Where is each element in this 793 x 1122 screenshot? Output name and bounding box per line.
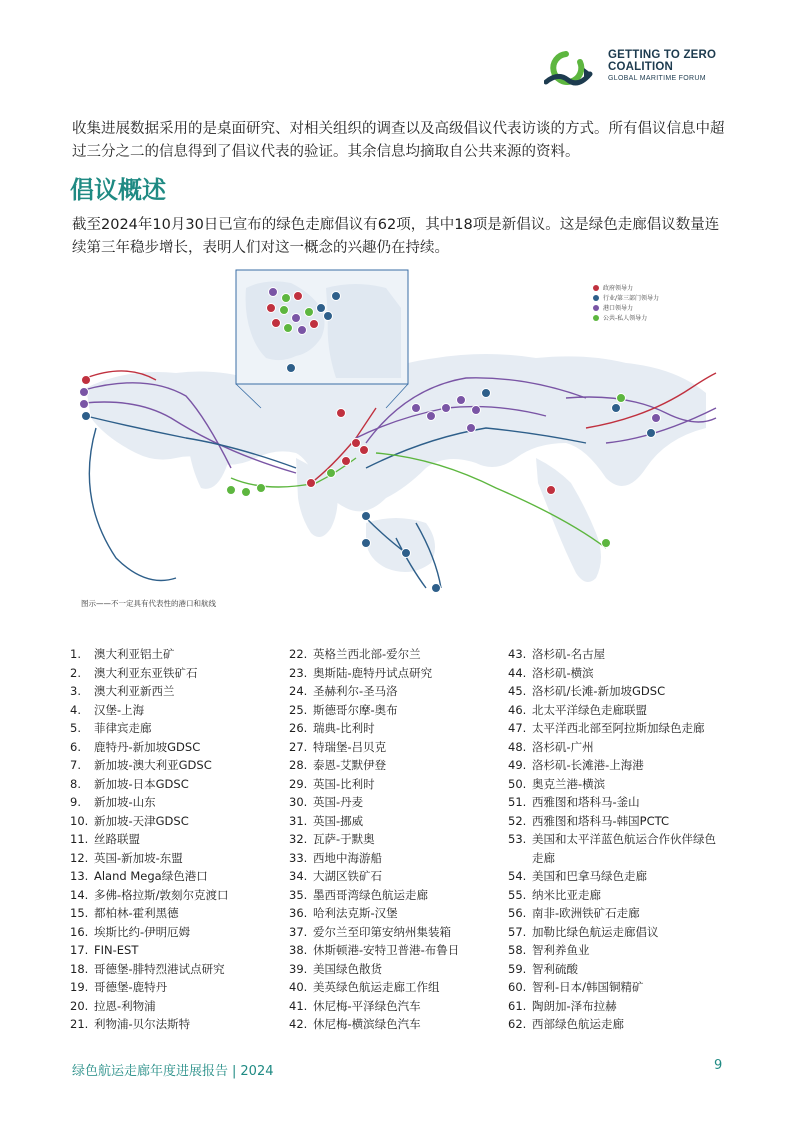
list-item-label: 哥德堡-腓特烈港试点研究 [94,961,225,976]
corridor-marker [360,446,369,455]
world-landmass [86,354,706,582]
corridor-marker [652,414,661,423]
list-item-number: 25. [289,702,308,717]
list-item-label: 洛杉矶-名古屋 [532,647,606,661]
list-item-number: 44. [508,665,527,680]
corridor-marker [457,396,466,405]
list-item [70,701,270,720]
list-item-number: 52. [508,813,527,828]
list-item-label: 瑞典-比利时 [313,721,375,735]
logo-line3: GLOBAL MARITIME FORUM [608,75,706,82]
list-item-label: 大湖区铁矿石 [313,869,382,883]
corridor-marker [280,306,289,315]
list-item [289,812,489,831]
list-item-label: Aland Mega绿色港口 [94,869,208,883]
list-item-number: 11. [70,832,89,846]
list-item-number: 21. [70,1017,89,1031]
list-item-label: 西部绿色航运走廊 [532,1017,624,1031]
list-item [508,812,723,831]
list-item-label: 西地中海游船 [313,850,382,865]
section-heading: 倡议概述 [70,176,166,204]
list-item-label: 圣赫利尔-圣马洛 [313,684,398,698]
corridor-marker [362,512,371,521]
list-item [289,738,489,757]
list-item-label: 墨西哥湾绿色航运走廊 [313,887,428,902]
list-item-number: 29. [289,776,308,791]
list-item-number: 57. [508,924,527,939]
list-item [289,682,489,701]
list-item-label: 美国绿色散货 [313,961,382,976]
list-item [508,923,723,942]
list-item-label: 英国-丹麦 [313,795,364,809]
list-item-label: 洛杉矶-横滨 [532,665,594,680]
list-item-label: 奥斯陆-鹿特丹试点研究 [313,665,433,680]
list-item [289,886,489,905]
corridor-marker [282,294,291,303]
corridor-marker [298,326,307,335]
list-item-number: 5. [70,721,81,735]
list-item [508,941,723,960]
corridor-marker [292,314,301,323]
list-item-label: 加勒比绿色航运走廊倡议 [532,924,659,939]
list-item [70,775,270,794]
corridor-marker [617,394,626,403]
legend-government: 政府领导力 [603,285,634,292]
list-item-number: 8. [70,776,81,791]
list-item-number: 4. [70,702,81,717]
list-item [508,886,723,905]
list-item-label: 哥德堡-鹿特丹 [94,980,168,994]
list-item-number: 38. [289,943,308,957]
list-item-label: 鹿特丹-新加坡GDSC [94,739,201,754]
corridor-map [66,268,730,614]
corridor-marker [267,304,276,313]
list-item-number: 33. [289,850,308,865]
list-item-number: 41. [289,998,308,1013]
list-item-number: 45. [508,684,527,698]
list-item-number: 10. [70,813,89,828]
list-item [289,664,489,683]
list-item-label: 都柏林-霍利黑德 [94,906,179,920]
list-item-label: 爱尔兰至印第安纳州集装箱 [313,924,451,939]
list-item-number: 7. [70,758,81,772]
list-item-label: 休尼梅-横滨绿色汽车 [313,1017,421,1031]
corridor-marker [647,429,656,438]
list-item-number: 16. [70,924,89,939]
list-item-label: 新加坡-山东 [94,795,156,809]
list-item [289,867,489,886]
list-item [70,997,270,1016]
list-item-label: 洛杉矶-长滩港-上海港 [532,758,644,772]
list-item-label: 美国和太平洋蓝色航运合作伙伴绿色走廊 [532,832,716,865]
corridor-marker [362,539,371,548]
list-item-number: 36. [289,906,308,920]
list-item [70,719,270,738]
corridor-marker [467,424,476,433]
list-item [70,793,270,812]
corridor-marker [352,439,361,448]
corridor-marker [227,486,236,495]
overview-paragraph: 截至2024年10月30日已宣布的绿色走廊倡议有62项，其中18项是新倡议。这是绿色走廊倡议数量连续第三年稳步增长，表明人们对这一概念的兴趣仍在持续。 [72,217,720,256]
list-item [289,923,489,942]
list-item [508,960,723,979]
list-item-label: 英国-挪威 [313,813,364,828]
list-item-number: 28. [289,758,308,772]
list-item [508,775,723,794]
list-item [289,941,489,960]
footer-year: 2024 [240,1064,274,1079]
list-item-number: 17. [70,943,89,957]
list-item-number: 60. [508,980,527,994]
list-item-number: 50. [508,776,527,791]
list-item [289,960,489,979]
page-number: 9 [714,1058,723,1073]
list-item [289,978,489,997]
map-caption: 图示——不一定具有代表性的港口和航线 [81,599,216,608]
list-item-label: 美英绿色航运走廊工作组 [313,980,440,994]
list-item [508,701,723,720]
list-item-label: 拉恩-利物浦 [94,998,156,1013]
list-item-label: 澳大利亚铝土矿 [94,647,175,661]
list-item-label: 洛杉矶/长滩-新加坡GDSC [532,684,666,698]
list-item-number: 54. [508,869,527,883]
list-item-number: 39. [289,961,308,976]
list-item-number: 30. [289,795,308,809]
list-item [70,738,270,757]
list-item [508,738,723,757]
list-item-number: 53. [508,832,527,846]
list-item [70,978,270,997]
list-item-label: 英格兰西北部-爱尔兰 [313,647,421,661]
list-item-number: 62. [508,1017,527,1031]
list-item-label: 特瑞堡-吕贝克 [313,739,387,754]
corridor-marker [242,488,251,497]
list-item-number: 47. [508,721,527,735]
list-item-label: 新加坡-日本GDSC [94,776,189,791]
list-item-label: 菲律宾走廊 [94,721,152,735]
list-item-label: 智利硫酸 [532,961,578,976]
list-item [289,904,489,923]
list-item-label: 美国和巴拿马绿色走廊 [532,869,647,883]
list-item-number: 61. [508,998,527,1013]
corridor-marker [257,484,266,493]
list-item-label: 瓦萨-于默奥 [313,832,375,846]
corridor-marker [402,549,411,558]
list-item-number: 18. [70,961,89,976]
list-item [70,1015,270,1034]
corridor-marker [272,319,281,328]
list-item-number: 48. [508,739,527,754]
list-item-number: 51. [508,795,527,809]
list-item-number: 34. [289,869,308,883]
list-item [70,682,270,701]
list-item-label: 智利-日本/韩国铜精矿 [532,980,644,994]
list-item-number: 55. [508,887,527,902]
list-item-number: 58. [508,943,527,957]
corridor-marker [342,457,351,466]
list-item-label: 南非-欧洲铁矿石走廊 [532,906,640,920]
corridor-marker [442,404,451,413]
list-item [508,978,723,997]
intro-paragraph: 收集进展数据采用的是桌面研究、对相关组织的调查以及高级倡议代表访谈的方式。所有倡议信息中超过三分之二的信息得到了倡议代表的验证。其余信息均摘取自公共来源的资料。 [72,121,725,160]
list-item-label: 新加坡-澳大利亚GDSC [94,758,212,772]
list-item [289,997,489,1016]
list-item [70,941,270,960]
list-item-label: 西雅图和塔科马-韩国PCTC [532,813,669,828]
list-item [70,645,270,664]
list-item [289,793,489,812]
list-item [508,793,723,812]
list-item-number: 14. [70,887,89,902]
footer-title: 绿色航运走廊年度进展报告 [72,1064,229,1079]
list-item [70,830,270,849]
corridor-list-col1 [70,645,270,1034]
list-item-number: 12. [70,850,89,865]
legend-public-private: 公共-私人领导力 [603,315,648,322]
list-item [508,830,723,867]
list-item-number: 35. [289,887,308,902]
list-item-label: 英国-比利时 [313,776,375,791]
list-item [289,849,489,868]
list-item-label: 休尼梅-平泽绿色汽车 [313,998,421,1013]
list-item-number: 24. [289,684,308,698]
list-item-number: 31. [289,813,308,828]
list-item [289,719,489,738]
corridor-marker [82,412,91,421]
list-item [289,775,489,794]
list-item-number: 13. [70,869,89,883]
list-item [289,645,489,664]
corridor-marker [284,324,293,333]
footer [72,1060,274,1079]
list-item-number: 37. [289,924,308,939]
list-item [508,645,723,664]
corridor-marker [294,292,303,301]
list-item-label: 斯德哥尔摩-奥布 [313,702,398,717]
corridor-marker [82,376,91,385]
list-item-number: 3. [70,684,81,698]
list-item-number: 15. [70,906,89,920]
corridor-marker [80,388,89,397]
list-item-label: 澳大利亚东亚铁矿石 [94,665,198,680]
list-item [70,923,270,942]
list-item [70,664,270,683]
list-item [508,904,723,923]
list-item-label: 哈利法克斯-汉堡 [313,906,398,920]
list-item-number: 9. [70,795,81,809]
corridor-marker [269,288,278,297]
list-item [70,867,270,886]
list-item-label: 澳大利亚新西兰 [94,684,175,698]
list-item-label: 英国-新加坡-东盟 [94,850,183,865]
corridor-marker [317,304,326,313]
list-item-number: 43. [508,647,527,661]
corridor-marker [547,486,556,495]
corridor-marker [287,364,296,373]
list-item-label: 多佛-格拉斯/敦刻尔克渡口 [94,887,229,902]
corridor-marker [482,389,491,398]
list-item-label: 利物浦-贝尔法斯特 [94,1017,191,1031]
list-item [508,756,723,775]
list-item-label: 纳米比亚走廊 [532,887,601,902]
corridor-marker [472,406,481,415]
list-item-label: 丝路联盟 [94,832,140,846]
list-item [70,886,270,905]
legend-industry: 行业/第三部门领导力 [603,295,660,302]
list-item-number: 2. [70,665,81,680]
logo-mark-wave [546,74,590,83]
list-item-label: FIN-EST [94,943,139,957]
list-item [289,830,489,849]
corridor-marker [427,412,436,421]
list-item-number: 23. [289,665,308,680]
list-item-number: 32. [289,832,308,846]
list-item [289,1015,489,1034]
list-item [70,812,270,831]
list-item-number: 59. [508,961,527,976]
list-item-label: 奥克兰港-横滨 [532,776,606,791]
footer-separator: | [232,1064,237,1079]
corridor-list-col3 [508,645,723,1034]
corridor-marker [324,312,333,321]
logo-text [608,49,716,84]
list-item-label: 太平洋西北部至阿拉斯加绿色走廊 [532,721,705,735]
corridor-list-col2 [289,645,489,1034]
corridor-marker [412,404,421,413]
list-item-number: 19. [70,980,89,994]
corridor-marker [612,404,621,413]
list-item [70,904,270,923]
list-item [508,997,723,1016]
list-item-number: 56. [508,906,527,920]
list-item-label: 陶朗加-泽布拉赫 [532,998,617,1013]
list-item-label: 埃斯比约-伊明厄姆 [94,924,191,939]
list-item-label: 智利养鱼业 [532,943,590,957]
list-item [70,960,270,979]
list-item-label: 洛杉矶-广州 [532,739,594,754]
list-item-label: 新加坡-天津GDSC [94,813,189,828]
corridor-marker [305,308,314,317]
list-item-number: 46. [508,702,527,717]
list-item-number: 42. [289,1017,308,1031]
list-item-number: 20. [70,998,89,1013]
legend-port: 港口领导力 [603,305,634,312]
list-item-number: 40. [289,980,308,994]
corridor-marker [602,539,611,548]
list-item [70,849,270,868]
list-item-label: 北太平洋绿色走廊联盟 [532,702,647,717]
list-item [508,682,723,701]
map-legend [593,284,659,322]
list-item-number: 27. [289,739,308,754]
corridor-marker [327,469,336,478]
list-item [508,867,723,886]
list-item [70,756,270,775]
logo-line2: COALITION [608,61,674,73]
list-item-number: 26. [289,721,308,735]
corridor-marker [310,320,319,329]
corridor-marker [432,584,441,593]
corridor-marker [332,292,341,301]
list-item-label: 泰恩-艾默伊登 [313,758,387,772]
list-item-label: 西雅图和塔科马-釜山 [532,795,640,809]
list-item [508,719,723,738]
list-item-label: 汉堡-上海 [94,702,145,717]
list-item [508,664,723,683]
list-item-label: 休斯顿港-安特卫普港-布鲁日 [313,943,460,957]
corridor-marker [307,479,316,488]
logo-line1: GETTING TO ZERO [608,49,717,61]
list-item [508,1015,723,1034]
list-item-number: 22. [289,647,308,661]
list-item-number: 49. [508,758,527,772]
list-item-number: 6. [70,739,81,754]
list-item-number: 1. [70,647,81,661]
list-item [289,701,489,720]
corridor-marker [337,409,346,418]
list-item [289,756,489,775]
corridor-marker [80,400,89,409]
